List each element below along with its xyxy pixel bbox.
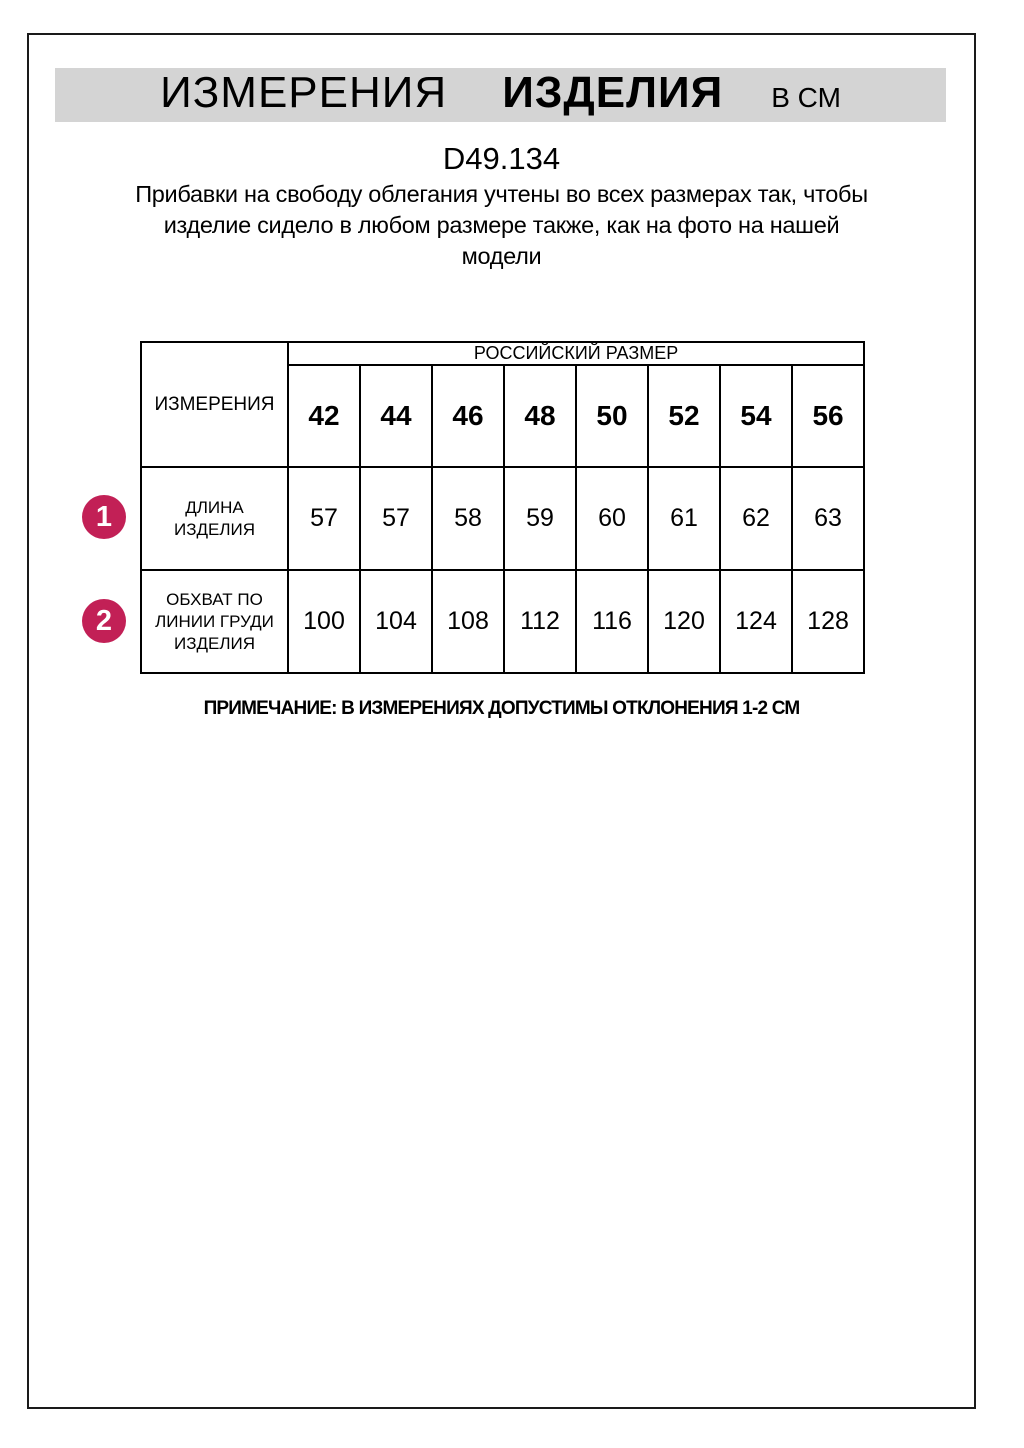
row-label-line: ИЗДЕЛИЯ bbox=[174, 519, 255, 539]
row-label-chest bbox=[141, 570, 288, 673]
row-marker-1-badge: 1 bbox=[82, 495, 126, 539]
table-row-chest bbox=[141, 570, 864, 673]
table-row-length bbox=[141, 467, 864, 570]
value-length-52: 61 bbox=[648, 467, 720, 570]
product-code: D49.134 bbox=[442, 141, 561, 176]
fit-description-line: Прибавки на свободу облегания учтены во всех размерах так, чтобы bbox=[135, 181, 868, 207]
page-title-product: ИЗДЕЛИЯ bbox=[502, 68, 724, 117]
size-header-52: 52 bbox=[648, 365, 720, 467]
fit-description-line: изделие сидело в любом размере также, как на фото на нашей bbox=[163, 212, 840, 238]
row-label-line: ОБХВАТ ПО bbox=[166, 589, 263, 609]
page-title-unit: В СМ bbox=[771, 82, 841, 113]
size-table bbox=[140, 341, 865, 674]
row-label-line: ЛИНИИ ГРУДИ bbox=[155, 611, 274, 631]
value-chest-50: 116 bbox=[576, 570, 648, 673]
value-length-42: 57 bbox=[288, 467, 360, 570]
value-chest-54: 124 bbox=[720, 570, 792, 673]
value-chest-48: 112 bbox=[504, 570, 576, 673]
page-title-measurements: ИЗМЕРЕНИЯ bbox=[160, 68, 448, 117]
fit-description-line: модели bbox=[461, 243, 542, 269]
value-chest-46: 108 bbox=[432, 570, 504, 673]
table-corner-header: ИЗМЕРЕНИЯ bbox=[141, 342, 288, 467]
tolerance-note: ПРИМЕЧАНИЕ: В ИЗМЕРЕНИЯХ ДОПУСТИМЫ ОТКЛОНЕНИЯ 1-2 СМ bbox=[203, 698, 800, 719]
row-marker-2-badge: 2 bbox=[82, 599, 126, 643]
value-chest-52: 120 bbox=[648, 570, 720, 673]
size-header-46: 46 bbox=[432, 365, 504, 467]
value-length-50: 60 bbox=[576, 467, 648, 570]
value-length-54: 62 bbox=[720, 467, 792, 570]
size-header-56: 56 bbox=[792, 365, 864, 467]
value-chest-56: 128 bbox=[792, 570, 864, 673]
value-length-56: 63 bbox=[792, 467, 864, 570]
table-group-header: РОССИЙСКИЙ РАЗМЕР bbox=[288, 342, 864, 365]
table-group-header-row bbox=[141, 342, 864, 365]
size-header-44: 44 bbox=[360, 365, 432, 467]
value-chest-44: 104 bbox=[360, 570, 432, 673]
size-header-42: 42 bbox=[288, 365, 360, 467]
row-label-length bbox=[141, 467, 288, 570]
size-header-50: 50 bbox=[576, 365, 648, 467]
value-length-48: 59 bbox=[504, 467, 576, 570]
size-header-48: 48 bbox=[504, 365, 576, 467]
row-label-line: ИЗДЕЛИЯ bbox=[174, 633, 255, 653]
value-length-46: 58 bbox=[432, 467, 504, 570]
value-length-44: 57 bbox=[360, 467, 432, 570]
size-header-54: 54 bbox=[720, 365, 792, 467]
value-chest-42: 100 bbox=[288, 570, 360, 673]
title-bar bbox=[55, 68, 946, 122]
row-label-line: ДЛИНА bbox=[185, 497, 244, 517]
fit-description bbox=[27, 179, 976, 272]
